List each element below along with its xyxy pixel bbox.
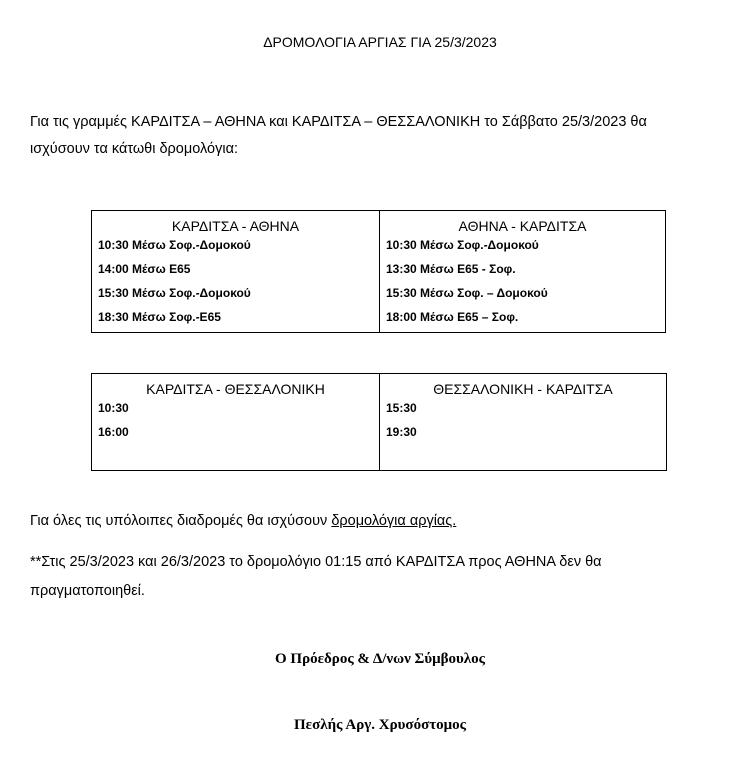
departure-row: 10:30 Μέσω Σοφ.-Δομοκού — [98, 238, 251, 252]
athens-schedule-table — [91, 210, 666, 333]
column-header: ΚΑΡΔΙΤΣΑ - ΑΘΗΝΑ — [171, 218, 300, 234]
note-line-2: πραγματοποιηθεί. — [30, 583, 145, 599]
intro-line-2: ισχύσουν τα κάτωθι δρομολόγια: — [30, 141, 238, 157]
athens-karditsa-cell — [380, 211, 666, 333]
departure-row: 18:30 Μέσω Σοφ.-Ε65 — [98, 310, 221, 324]
departure-row: 15:30 Μέσω Σοφ. – Δομοκού — [386, 286, 548, 300]
column-header: ΚΑΡΔΙΤΣΑ - ΘΕΣΣΑΛΟΝΙΚΗ — [146, 381, 325, 397]
departure-row: 10:30 Μέσω Σοφ.-Δομοκού — [386, 238, 539, 252]
departure-row: 13:30 Μέσω Ε65 - Σοφ. — [386, 262, 516, 276]
column-header: ΘΕΣΣΑΛΟΝΙΚΗ - ΚΑΡΔΙΤΣΑ — [433, 381, 613, 397]
departure-row: 15:30 Μέσω Σοφ.-Δομοκού — [98, 286, 251, 300]
other-routes-paragraph — [30, 513, 456, 529]
thessaloniki-schedule-table — [91, 373, 667, 471]
departure-row: 14:00 Μέσω Ε65 — [98, 262, 191, 276]
signature-name: Πεσλής Αργ. Χρυσόστομος — [294, 717, 466, 733]
karditsa-athens-cell — [92, 211, 380, 333]
cancellation-note — [30, 548, 720, 606]
departure-row: 16:00 — [98, 425, 129, 439]
departure-row: 15:30 — [386, 401, 417, 415]
karditsa-thessaloniki-cell — [92, 374, 380, 471]
column-header: ΑΘΗΝΑ - ΚΑΡΔΙΤΣΑ — [458, 218, 587, 234]
other-routes-text: Για όλες τις υπόλοιπες διαδρομές θα ισχύσουν — [30, 513, 332, 529]
holiday-schedule-link[interactable]: δρομολόγια αργίας. — [331, 513, 457, 529]
intro-paragraph — [30, 109, 720, 163]
thessaloniki-karditsa-cell — [380, 374, 667, 471]
departure-row: 10:30 — [98, 401, 129, 415]
departure-row: 18:00 Μέσω Ε65 – Σοφ. — [386, 310, 519, 324]
document-title: ΔΡΟΜΟΛΟΓΙΑ ΑΡΓΙΑΣ ΓΙΑ 25/3/2023 — [263, 34, 497, 50]
signature-role: Ο Πρόεδρος & Δ/νων Σύμβουλος — [275, 651, 485, 667]
intro-line-1: Για τις γραμμές ΚΑΡΔΙΤΣΑ – ΑΘΗΝΑ και ΚΑΡΔΙΤΣΑ – ΘΕΣΣΑΛΟΝΙΚΗ το Σάββατο 25/3/2023 θα — [30, 114, 647, 130]
note-line-1: **Στις 25/3/2023 και 26/3/2023 το δρομολόγιο 01:15 από ΚΑΡΔΙΤΣΑ προς ΑΘΗΝΑ δεν θα — [30, 554, 602, 570]
departure-row: 19:30 — [386, 425, 417, 439]
